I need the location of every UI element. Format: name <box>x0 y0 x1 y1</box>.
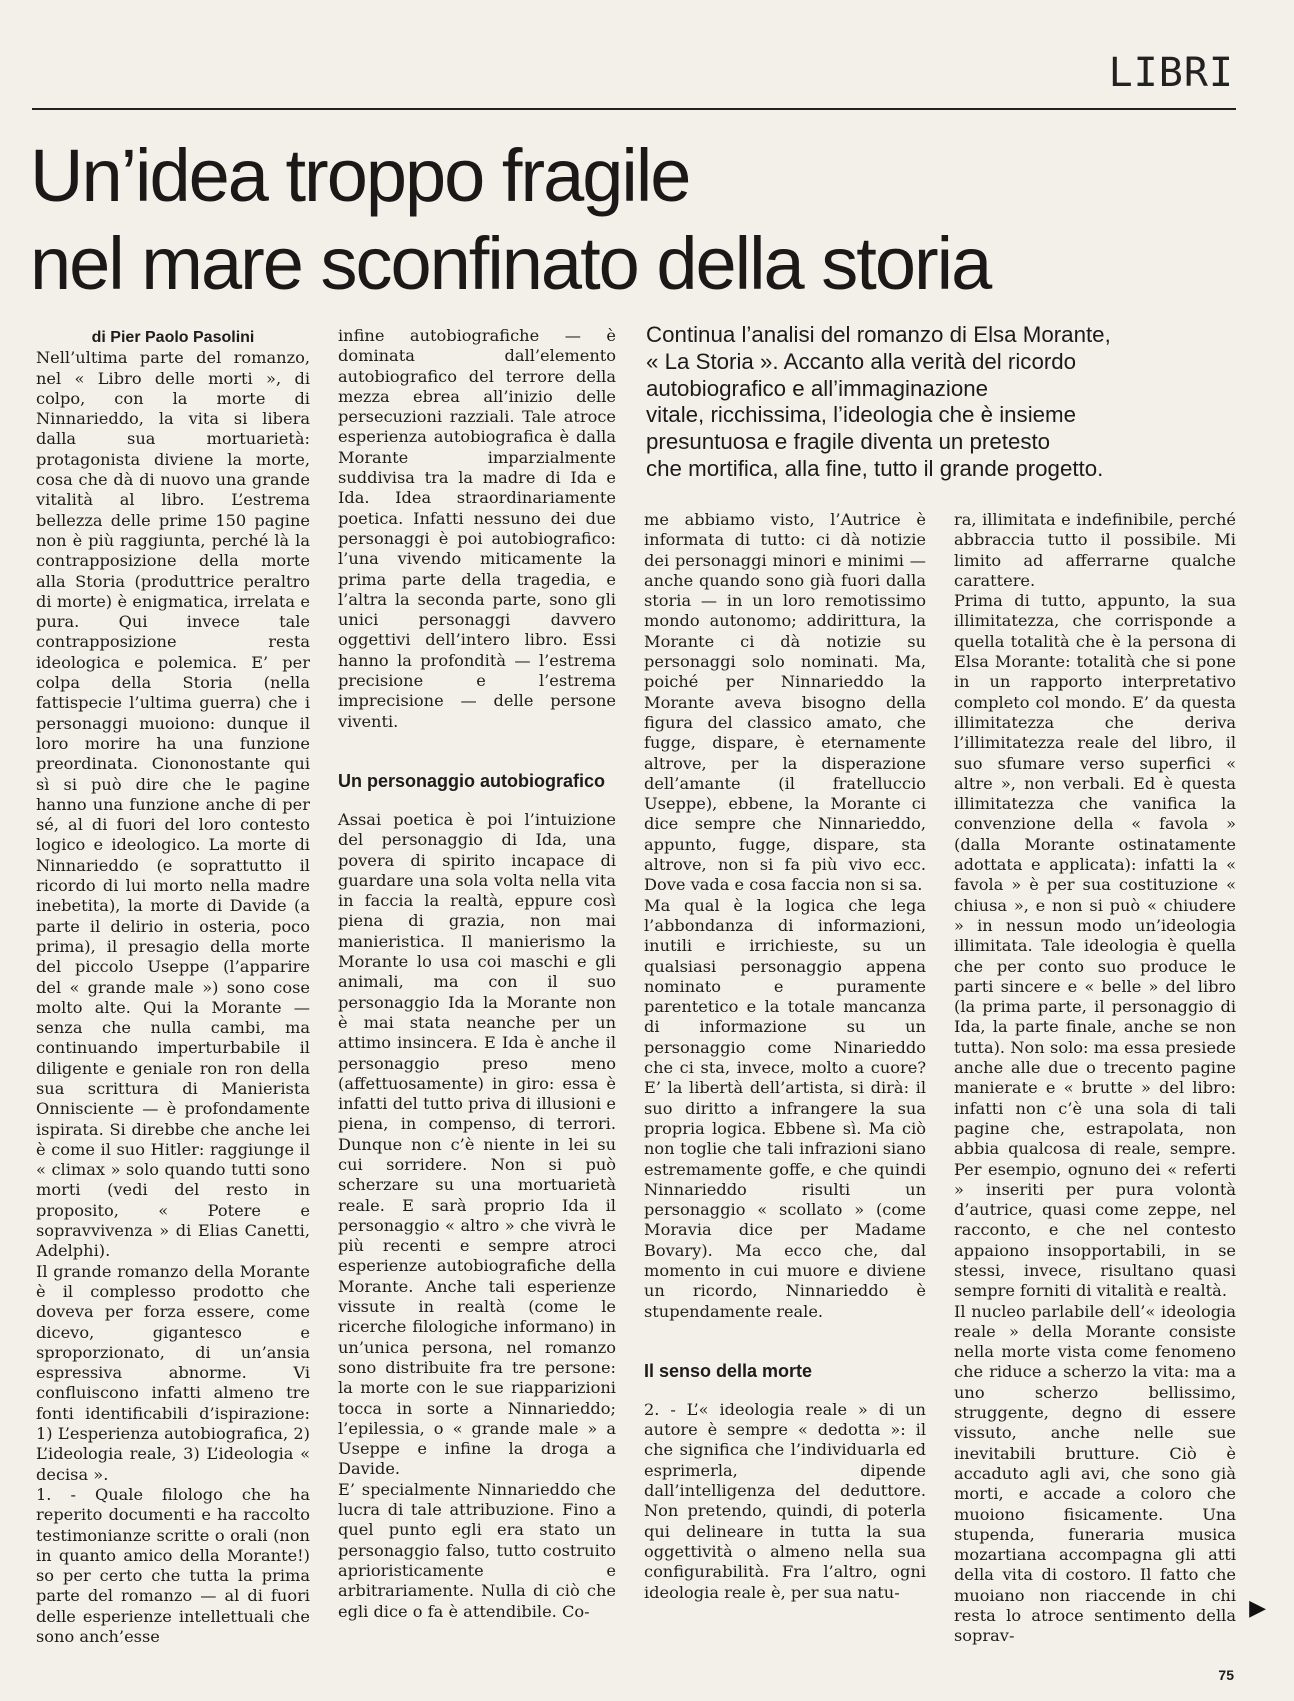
paragraph: Assai poetica è poi l’intuizione del personaggio di Ida, una povera di spirito incapace di guardare una sola volta nella vita in faccia la realtà, eppure così piena di grazia, non mai manieristica. Il manierismo la Morante lo usa coi maschi e gli animali, ma con il suo personaggio Ida la Morante non è mai stata neanche per un attimo insincera. E Ida è anche il personaggio preso meno (affettuosamente) in giro: essa è infatti del tutto priva di illusioni e piena, in compenso, di terrori. Dunque non c’è niente in lei su cui sorridere. Non si può scherzare su una mortuarietà reale. E sarà proprio Ida il personaggio « altro » che vivrà le più recenti e sempre atroci esperienze autobiografiche della Morante. Anche tali esperienze vissute in realtà (come le ricerche filologiche informano) in un’unica persona, nel romanzo sono distribuite fra tre persone: la morte con le sue riapparizioni tocca in sorte a Ninnarieddo; l’epilessia, o « grande male » a Useppe e infine la droga a Davide. <box>338 809 616 1479</box>
deck-line: vitale, ricchissima, l’ideologia che è insieme <box>646 402 1077 428</box>
paragraph: E’ specialmente Ninnarieddo che lucra di tale attribuzione. Fino a quel punto egli era stato un personaggio falso, tutto costruito aprioristicamente e arbitrariamente. Nulla di ciò che egli dice o fa è attendibile. Co- <box>338 1479 616 1621</box>
paragraph: 2. - L’« ideologia reale » di un autore è sempre « dedotta »: il che significa che l’individuarla ed esprimerla, dipende dall’intelligenza del deduttore. Non pretendo, quindi, di poterla qui delineare in tutta la sua oggettività o almeno nella sua configurabilità. Fra l’altro, ogni ideologia reale è, per sua natu- <box>644 1399 926 1602</box>
deck-line: che mortifica, alla fine, tutto il grande progetto. <box>646 455 1104 481</box>
section-label: LIBRI <box>1108 50 1234 96</box>
paragraph: Prima di tutto, appunto, la sua illimitatezza, che corrisponde a quella totalità che è la persona di Elsa Morante: totalità che si pone in un rapporto interpretativo completo col mondo. E’ da questa illimitatezza che deriva l’illimitatezza reale del libro, il suo sfumare verso superfici « altre », non verbali. Ed è questa illimitatezza che vanifica la convenzione della « favola » (dalla Morante ostinatamente adottata e applicata): infatti la « favola » è per sua costituzione « chiusa », e non si può « chiudere » in nessun modo un’ideologia illimitata. Tale ideologia è quella che per conto suo produce le parti sincere e « belle » del libro (la prima parte, il personaggio di Ida, la parte finale, anche se non tutta). Non solo: ma essa presiede anche alle due o trecento pagine manierate e « brutte » del libro: infatti non c’è una sola di tali pagine che, estrapolata, non abbia qualcosa di reale, sempre. Per esempio, ognuno dei « referti » inseriti per pura volontà d’autrice, quasi come zeppe, nel racconto, e che nel contesto appaiono insopportabili, in se stessi, invece, risultano quasi sempre forniti di vitalità e realtà. <box>954 591 1236 1301</box>
paragraph: infine autobiografiche — è dominata dall’elemento autobiografico del terrore della mezza ebrea all’inizio delle persecuzioni razziali. Tale atroce esperienza autobiografica è dalla Morante imparzialmente suddivisa tra la madre di Ida e Ida. Idea straordinariamente poetica. Infatti nessuno dei due personaggi è poi autobiografico: l’una vivendo miticamente la prima parte della tragedia, e l’altra la seconda parte, sono gli unici personaggi davvero oggettivi dell’intero libro. Essi hanno la profondità — l’estrema precisione e l’estrema imprecisione — delle persone viventi. <box>338 326 616 731</box>
deck <box>646 322 1238 483</box>
headline <box>30 132 1270 308</box>
deck-line: presuntuosa e fragile diventa un pretesto <box>646 429 1051 455</box>
column-2 <box>338 326 616 1622</box>
subheading: Il senso della morte <box>644 1360 813 1381</box>
page-number: 75 <box>1218 1667 1234 1683</box>
column-4 <box>954 510 1236 1647</box>
paragraph: Nell’ultima parte del romanzo, nel « Libro delle morti », di colpo, con la morte di Ninnarieddo, la vita si libera dalla sua mortuarietà: protagonista diviene la morte, cosa che dà di nuovo una grande vitalità al libro. L’estrema bellezza delle prime 150 pagine non è più raggiunta, perché là la contrapposizione della morte alla Storia (produttrice peraltro di morte) è enigmatica, irrelata e pura. Qui invece tale contrapposizione resta ideologica e polemica. E’ per colpa della Storia (nella fattispecie l’ultima guerra) che i personaggi muoiono: dunque il loro morire ha una funzione preordinata. Ciononostante qui sì si può dire che le pagine hanno una funzione anche di per sé, al di fuori del loro contesto logico e ideologico. La morte di Ninnarieddo (e soprattutto il ricordo di lui morto nella madre inebetita), la morte di Davide (a parte il delirio in osteria, poco prima), il presagio della morte del piccolo Useppe (l’apparire del « grande male ») sono cose molto alte. Qui la Morante — senza che nulla cambi, ma continuando imperturbabile il diligente e geniale ron ron della sua scrittura di Manierista Onnisciente — è profondamente ispirata. Si direbbe che anche lei è come il suo Hitler: raggiunge il « climax » solo quando tutti sono morti (vedi del resto in proposito, « Potere e sopravvivenza » di Elias Canetti, Adelphi). <box>36 348 310 1261</box>
deck-line: autobiografico e all’immaginazione <box>646 375 989 401</box>
paragraph: Il nucleo parlabile dell’« ideologia reale » della Morante consiste nella morte vista come fenomeno che riduce a scherzo la vita: ma a uno scherzo bellissimo, struggente, degno di essere vissuto, anche nelle sue inevitabili brutture. Ciò è accaduto agli avi, che sono già morti, e accade a coloro che muoiono fisicamente. Una stupenda, funeraria musica mozartiana accompagna gli atti della vita di costoro. Il fatto che muoiano non riaccende in chi resta lo atroce sentimento della soprav- <box>954 1301 1236 1646</box>
paragraph: 1. - Quale filologo che ha reperito documenti e ha raccolto testimonianze scritte o orali (non in quanto amico della Morante!) so per certo che tutta la prima parte del romanzo — al di fuori delle esperienze intellettuali che sono anch’esse <box>36 1484 310 1646</box>
column-3 <box>644 510 926 1603</box>
subheading: Un personaggio autobiografico <box>338 770 606 791</box>
paragraph: me abbiamo visto, l’Autrice è informata di tutto: ci dà notizie dei personaggi minori e minimi — anche quando sono già fuori dalla storia — in un loro remotissimo mondo autonomo; addirittura, la Morante ci dà notizie su personaggi solo nominati. Ma, poiché per Ninnarieddo la Morante aveva bisogno della figura del classico amato, che fugge, dispare, è eternamente altrove, per la disperazione dell’amante (il fratelluccio Useppe), ebbene, la Morante ci dice sempre che Ninnarieddo, appunto, fugge, dispare, sta altrove, non si fa più vivo ecc. Dove vada e cosa faccia non si sa. <box>644 510 926 895</box>
paragraph: Ma qual è la logica che lega l’abbondanza di informazioni, inutili e irrichieste, su un qualsiasi personaggio appena nominato e puramente parentetico e la totale mancanza di informazione su un personaggio come Ninarieddo che ci sta, invece, molto a cuore? E’ la libertà dell’artista, si dirà: il suo diritto a infrangere la sua propria logica. Ebbene sì. Ma ciò non toglie che tali infrazioni siano estremamente goffe, e che quindi Ninnarieddo risulti un personaggio « scollato » (come Moravia dice per Madame Bovary). Ma ecco che, dal momento in cui muore e diviene un ricordo, Ninnarieddo è stupendamente reale. <box>644 895 926 1321</box>
deck-line: « La Storia ». Accanto alla verità del ricordo <box>646 348 1077 374</box>
deck-line: Continua l’analisi del romanzo di Elsa Morante, <box>646 322 1111 347</box>
column-1 <box>36 328 310 1647</box>
paragraph: Il grande romanzo della Morante è il complesso prodotto che doveva per forza essere, come dicevo, gigantesco e sproporzionato, di un’ansia espressiva abnorme. Vi confluiscono infatti almeno tre fonti identificabili d’ispirazione: 1) L’esperienza autobiografica, 2) L’ideologia reale, 3) L’ideologia « decisa ». <box>36 1261 310 1484</box>
headline-line-2: nel mare sconfinato della storia <box>30 222 991 305</box>
header-rule <box>32 108 1236 110</box>
continue-arrow-icon: ▶ <box>1249 1596 1266 1621</box>
headline-line-1: Un’idea troppo fragile <box>30 134 690 217</box>
paragraph: ra, illimitata e indefinibile, perché abbraccia tutto il possibile. Mi limito ad afferrarne qualche carattere. <box>954 510 1236 590</box>
byline: di Pier Paolo Pasolini <box>91 329 255 346</box>
